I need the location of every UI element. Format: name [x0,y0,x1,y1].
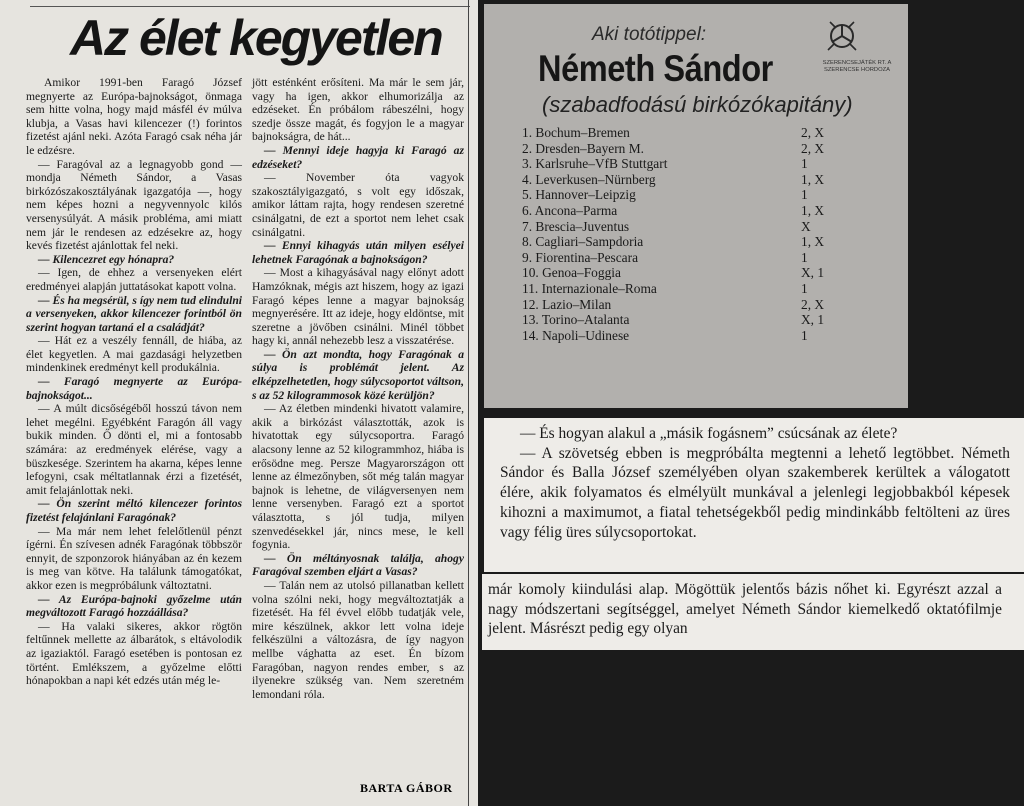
match-row [522,312,825,328]
match-tip: 1, X [801,171,825,187]
match-name: 1. Bochum–Bremen [522,125,630,140]
match-row [522,171,825,188]
match-row [522,156,812,172]
match-name: 9. Fiorentina–Pescara [522,249,639,265]
match-name: 10. Genoa–Foggia [522,265,621,281]
interview-question: — Mennyi ideje hagyja ki Faragó az edzéseket? [252,143,464,171]
match-tip: X [801,218,811,234]
article-column-2 [252,76,464,701]
article-paragraph: — Igen, de ehhez a versenyeken elért eredményei alapján juttatásokat kapott volna. [26,266,242,293]
clipping-interview-part [484,418,1024,572]
article-paragraph: — Ma már nem lehet felelőtlenül pénzt ígérni. Én szívesen adnék Faragónak többször ennyit, de szponzorok hiányában az én kezem is meg van kötve. Ha találunk támogatókat, akkor ezen is megpróbálunk változtatni. [26,524,242,592]
article-byline: BARTA GÁBOR [360,781,453,795]
match-row [522,265,825,281]
top-rule [30,6,470,7]
interview-question: — Ennyi kihagyás után milyen esélyei lehetnek Faragónak a bajnokságon? [252,239,464,266]
match-name: 5. Hannover–Leipzig [522,187,636,203]
article-paragraph: — November óta vagyok szakosztályigazgató, s volt egy időszak, amikor láttam rajta, hogy rendesen szeretné csinálgatni, de ezt a sportot nem lehet csak csinálgatni. [252,171,464,239]
match-tip: 1 [801,327,808,343]
match-row [522,187,812,203]
match-tip: 2, X [801,140,825,156]
interview-question: — Faragó megnyerte az Európa-bajnokságot... [26,375,242,402]
article-paragraph: — Ha valaki sikeres, akkor rögtön feltűnnek mellette az álbarátok, s eltávolodik az igaziaktól. Faragó esetében is pontosan ez történt. Emlékszem, a győzelme előtti hónapokban a napi két edzés után még le- [26,619,242,688]
match-name: 12. Lazio–Milan [522,296,612,312]
interview-question: — Kilencezret egy hónapra? [38,252,175,266]
match-tip: 1 [801,280,808,296]
match-name: 4. Leverkusen–Nürnberg [522,171,656,187]
article-clipping [0,0,478,806]
match-row [522,281,812,297]
clipping-paragraph: már komoly kiindulási alap. Mögöttük jelentős bázis nőhet ki. Egyrészt azzal a nagy módszertani segítséggel, amelyet Németh Sándor kiemelkedő oktatófilmje jelent. Másrészt pedig egy olyan [488,581,1002,638]
article-headline: Az élet kegyetlen [70,10,442,66]
toto-tips-box [484,4,908,408]
clipping-paragraph: — És hogyan alakul a „másik fogásnem” csúcsának az élete? [520,425,898,442]
szerencsejatek-logo-icon [822,16,862,56]
match-list [522,125,825,343]
match-row [522,328,812,344]
interview-question: — Ön méltányosnak találja, ahogy Faragóval szemben eljárt a Vasas? [252,551,464,579]
interview-question: — Az Európa-bajnoki győzelme után megváltozott Faragó hozzáállása? [26,592,242,620]
article-paragraph: — Hát ez a veszély fennáll, de hiába, az élet kegyetlen. A mai gazdasági helyzetben mindenkinek eredményt kell produkálnia. [26,334,242,375]
toto-label: Aki totótippel: [592,24,707,45]
match-name: 8. Cagliari–Sampdoria [522,234,644,250]
match-tip: 2, X [801,296,825,312]
match-name: 3. Karlsruhe–VfB Stuttgart [522,156,668,172]
clipping-2-text [488,580,1002,639]
match-name: 11. Internazionale–Roma [522,280,657,296]
tipster-role: (szabadfodású birkózókapitány) [542,92,853,117]
interview-question: — Ön azt mondta, hogy Faragónak a súlya is problémát jelent. Az elképzelhetetlen, hogy súlycsoportot váltson, s az 52 kilogrammosok közé kerüljön? [252,347,464,402]
interview-question: — Ön szerint méltó kilencezer forintos fizetést felajánlani Faragónak? [26,497,242,524]
article-paragraph: jött esténként erősíteni. Ma már le sem jár, vagy ha igen, akkor elhumorizálja az edzéseket. Én próbálom rábeszélni, hogy szedje össze magát, és fogyjon le a magyar bajnokságra, de hát... [252,76,464,144]
match-row [522,234,825,250]
article-paragraph: — Most a kihagyásával nagy előnyt adott Hamzóknak, mégis azt hiszem, hogy az igazi Faragó képes lenne a magyar bajnokság megnyerésére. Itt az ideje, hogy eldöntse, mit szeretne a jövőben csinálni. Minél többet hagy ki, annál nehezebb lesz a visszatérése. [252,266,464,348]
match-row [522,140,825,157]
article-paragraph: — Talán nem az utolsó pillanatban kellett volna szólni neki, hogy megváltoztatják a fizetését. Ha fél évvel előbb tudatják vele, mire készülnek, akkor lett volna ideje felkészülni a változásra, de így nagyon mellbe vághatta az eset. Én bízom Faragóban, nagyon rendes ember, s az ilyenekre szükség van. Nem szeretném lemondani róla. [252,578,464,701]
match-row [522,296,825,313]
match-tip: X, 1 [801,265,825,281]
match-tip: 1 [801,156,808,172]
tipster-name: Németh Sándor [538,48,773,89]
match-row [522,219,812,235]
match-row [522,250,812,266]
column-rule [468,0,469,806]
match-name: 7. Brescia–Juventus [522,218,630,234]
clipping-paragraph: — A szövetség ebben is megpróbálta megtenni a lehető legtöbbet. Németh Sándor és Balla József személyében olyan szakemberek kerültek a válogatott élére, akik folyamatos és elmélyült munkával a jelenlegi legjobbakból képesek kihozni a maximumot, a fiatal tehetségekből pedig mindinkább feltölteni az üres vagy félig üres súlycsoportokat. [500,444,1010,541]
match-tip: 1 [801,249,808,265]
match-name: 2. Dresden–Bayern M. [522,140,644,156]
article-paragraph: — A múlt dicsőségéből hosszú távon nem lehet megélni. Egyébként Faragón áll vagy bukik minden. Ő dönti el, mi a fontosabb számára: az eredmények elérése, vagy a büszkesége. Szerintem ha akarna, képes lenne lefogyni, csak méltatlannak érzi a fizetését, amit felajánlottak neki. [26,402,242,497]
match-tip: 2, X [801,125,825,140]
clipping-1-text [500,424,1010,542]
match-row [522,125,825,141]
match-tip: X, 1 [801,312,825,328]
match-name: 6. Ancona–Parma [522,202,618,218]
article-paragraph: — Faragóval az a legnagyobb gond — mondja Németh Sándor, a Vasas birkózószakosztályának igazgatója —, hogy nem képes hozni a negyvennyolc kilós versenysúlyát. A másik probléma, ami miatt nem jár le rendesen az edzésekre az, hogy kevés fizetést ajánlottak fel neki. [26,157,242,253]
logo-text: SZERENCSEJÁTÉK RT. A SZERENCSE HORDOZA [822,60,892,73]
match-tip: 1, X [801,202,825,218]
interview-question: — És ha megsérül, s így nem tud elindulni a versenyeken, akkor kilencezer forintból ön szerint hogyan tartaná el a családját? [26,293,242,334]
article-column-1 [26,76,242,688]
article-paragraph: Amikor 1991-ben Faragó József megnyerte az Európa-bajnokságot, önmaga sem hitte volna, hogy majd másfél év múlva klubja, a Vasas havi kilencezer (!) forintos fizetést ajánl neki. Azóta Faragó csak néha jár le edzésre. [26,76,242,157]
match-name: 13. Torino–Atalanta [522,312,630,328]
match-name: 14. Napoli–Udinese [522,327,630,343]
match-tip: 1 [801,187,808,203]
match-tip: 1, X [801,234,825,250]
clipping-continuation [482,574,1024,650]
article-paragraph: — Az életben mindenki hivatott valamire, akik a birkózást választották, azok is hivatottak egy súlycsoportra. Faragó alacsony lenne az 52 kilogrammhoz, hiába is erősödne meg. Persze Magyarországon ott lenne az élmezőnyben, sőt még talán magyar bajnok is lehetne, de világversenyen nem lenne versenyben. Faragó ezt a sportot választotta, s jól tudja, milyen szenvedésekkel jár, nincs mese, le kell fogynia. [252,402,464,552]
match-row [522,202,825,219]
